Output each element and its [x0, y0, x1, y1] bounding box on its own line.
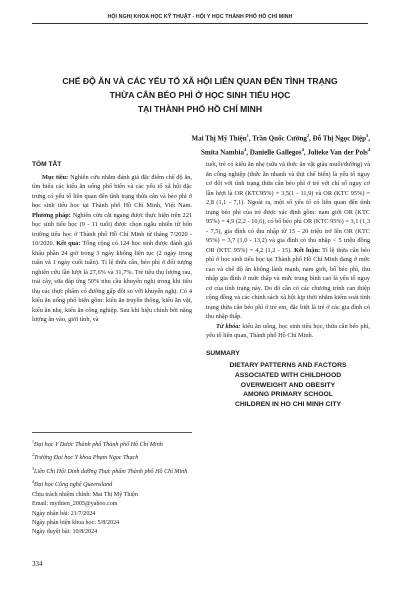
author-line: [150, 144, 370, 158]
received-date: Ngày nhận bài: 21/7/2024: [32, 510, 96, 517]
footnotes: [32, 432, 192, 538]
affiliation: $^3$Liên Chi Hội Dinh dưỡng Thực phẩm Thành phố Hồ Chí Minh: [32, 465, 188, 475]
author-affiliation-mark: 2: [306, 133, 310, 138]
summary-heading: TÓM TẮT: [32, 161, 62, 168]
correspondence: Chịu trách nhiệm chính: Mai Thị Mỹ Thiện: [32, 491, 138, 498]
author-affiliation-mark: 1: [246, 133, 249, 138]
accepted-date: Ngày duyệt bài: 10/8/2024: [32, 529, 98, 536]
author-affiliation-mark: 4: [301, 147, 304, 153]
english-title-line: ASSOCIATED WITH CHILDHOOD: [234, 371, 342, 379]
author-name: Mai Thị Mỹ Thiện: [191, 134, 247, 143]
english-title-line: CHILDREN IN HO CHI MINH CITY: [234, 401, 342, 409]
author-name: , Danielle Gallegos: [246, 148, 302, 157]
objective-label: Mục tiêu:: [42, 173, 69, 181]
objective-text: Nghiên cứu nhằm đánh giá đặc điểm chế độ ăn, tìm hiểu các kiểu ăn uống phổ biến và các yếu tố xã hội đặc trưng có yếu tố liên quan đến tình trạng thừa cân và béo phì ở học sinh tiểu học tại Thành phố Hồ Chí Minh, Việt Nam.: [32, 173, 192, 209]
left-column: [32, 160, 192, 325]
email[interactable]: Email: mythien_2005@yahoo.com: [32, 501, 118, 508]
author-list: [150, 130, 370, 159]
title-line: CHẾ ĐỘ ĂN VÀ CÁC YẾU TỐ XÃ HỘI LIÊN QUAN ĐẾN TÌNH TRẠNG: [62, 76, 338, 86]
article-title: [40, 74, 360, 116]
result-text-continued: tuổi, trẻ có kiểu ăn nhẹ (sữa và thức ăn vặt giàu muối/đường) và ăn công nghiệp (thức ăn nhanh và thịt chế biến) là yếu tố nguy cơ đối với tình trạng thừa cân béo phì ở trẻ với chỉ số nguy cơ lần lượt là OR (KTC95%) = 3,5(1 - 11,9) và OR (KTC 95%) = 2,8 (1,1 - 7,1). Ngoài ra, một số yếu tố có liên quan đến tình trạng béo phì của trẻ được xác định gồm: nam giới OR (KTC 95%) = 4,9 (2,2 - 10,6), có bố béo phì OR (KTC 95%) = 3,1 (1,3 - 7,5), gia đình có thu nhập từ 15 - 20 triệu trở lên OR (KTC 95%) = 3,7 (1,0 - 13,2) và gia đình có thu nhập < 5 triệu đồng OR (KTC 95%) = 4,2 (1,2 - 15).: [206, 161, 370, 254]
keywords-label: Từ khóa:: [216, 322, 241, 330]
author-name: , Jolieke Van der Pols: [303, 148, 368, 157]
result-label: Kết quả:: [56, 240, 81, 247]
method-text: Nghiên cứu cắt ngang được thực hiện trên 221 học sinh tiểu học (9 - 11 tuổi) được chọn ngẫu nhiên từ bốn trường tiểu học ở Thành phố Hồ Chí Minh từ tháng 7/2020 - 10/2020.: [32, 211, 192, 247]
author-affiliation-mark: 4: [243, 147, 247, 153]
conclusion-label: Kết luận:: [294, 246, 321, 254]
author-name: , Đỗ Thị Ngọc Diệp: [309, 134, 366, 143]
author-separator: ,: [368, 134, 370, 143]
conclusion-text: Tỉ lệ thừa cân béo phì ở học sinh tiểu học tại Thành phố Hồ Chí Minh đang ở mức cao và chế độ ăn không lành mạnh, nam giới, bố béo phì, thu nhập gia đình ở mức thấp và mức trung bình cao là yếu tố nguy cơ của tình trạng này. Do đó cần có các chương trình can thiệp cộng đồng và các chính sách xã hội kịp thời nhằm kiểm soát tình trạng thừa cân béo phì ở trẻ em, đặc biệt là trẻ ở các gia đình có thu nhập thấp.: [206, 246, 370, 320]
method-label: Phương pháp:: [32, 211, 71, 219]
title-line: TẠI THÀNH PHỐ HỒ CHÍ MINH: [137, 104, 263, 114]
right-column: [206, 160, 370, 410]
english-title-line: AMONG PRIMARY SCHOOL: [243, 391, 333, 399]
running-header: HỘI NGHỊ KHOA HỌC KỸ THUẬT - HỘI Y HỌC THÀNH PHỐ HỒ CHÍ MINH: [32, 14, 368, 24]
reviewed-date: Ngày phản biện khoa học: 5/8/2024: [32, 519, 120, 526]
author-affiliation-mark: 4: [367, 147, 370, 153]
affiliation: $^1$Đại học Y Dược Thành phố Thành phố Hồ Chí Minh: [32, 439, 163, 449]
affiliation: $^2$Trường Đại học Y khoa Phạm Ngọc Thạch: [32, 452, 139, 462]
english-title: [206, 361, 370, 410]
english-title-line: OVERWEIGHT AND OBESITY: [240, 381, 336, 389]
author-affiliation-mark: 3: [366, 133, 369, 138]
english-title-line: DIETARY PATTERNS AND FACTORS: [229, 362, 347, 369]
title-line: THỪA CÂN BÉO PHÌ Ở HỌC SINH TIỂU HỌC: [109, 90, 291, 100]
author-name: Smita Nambia: [200, 148, 244, 157]
page-number: 334: [32, 560, 43, 568]
author-line: [150, 130, 370, 144]
abstract-paragraph: [32, 173, 192, 325]
author-name: , Trần Quốc Cường: [248, 134, 307, 143]
result-text: Tổng cộng có 124 học sinh được đánh giá khẩu phần 24 giờ trong 3 ngày không liên tục (2 ngày trong tuần và 1 ngày cuối tuần). Tỉ lệ thừa cân, béo phì ở đối tượng nghiên cứu lần lượt là 27,6% và 31,7%. Trẻ tiêu thụ lượng rau, trái cây, sữa đáp ứng 50% nhu cầu khuyến nghị trong khi tiêu thụ các thực phẩm có đường gấp đôi so với khuyến nghị. Có 4 kiểu ăn uống phổ biến gồm: kiểu ăn truyền thống, kiểu ăn vặt, kiểu ăn nhẹ, kiểu ăn công nghiệp. Sau khi hiệu chỉnh bởi năng lượng ăn vào, giới tính, và: [32, 240, 192, 323]
affiliation: $^4$Đại học Công nghệ Queensland: [32, 479, 113, 489]
keywords-text: kiểu ăn uống, học sinh tiểu học, thừa cân béo phì, yếu tố liên quan, Thành phố Hồ Chí Minh.: [206, 322, 370, 339]
abstract-paragraph-continued: [206, 160, 370, 322]
keywords: [206, 322, 370, 341]
english-summary-heading: SUMMARY: [206, 349, 240, 357]
